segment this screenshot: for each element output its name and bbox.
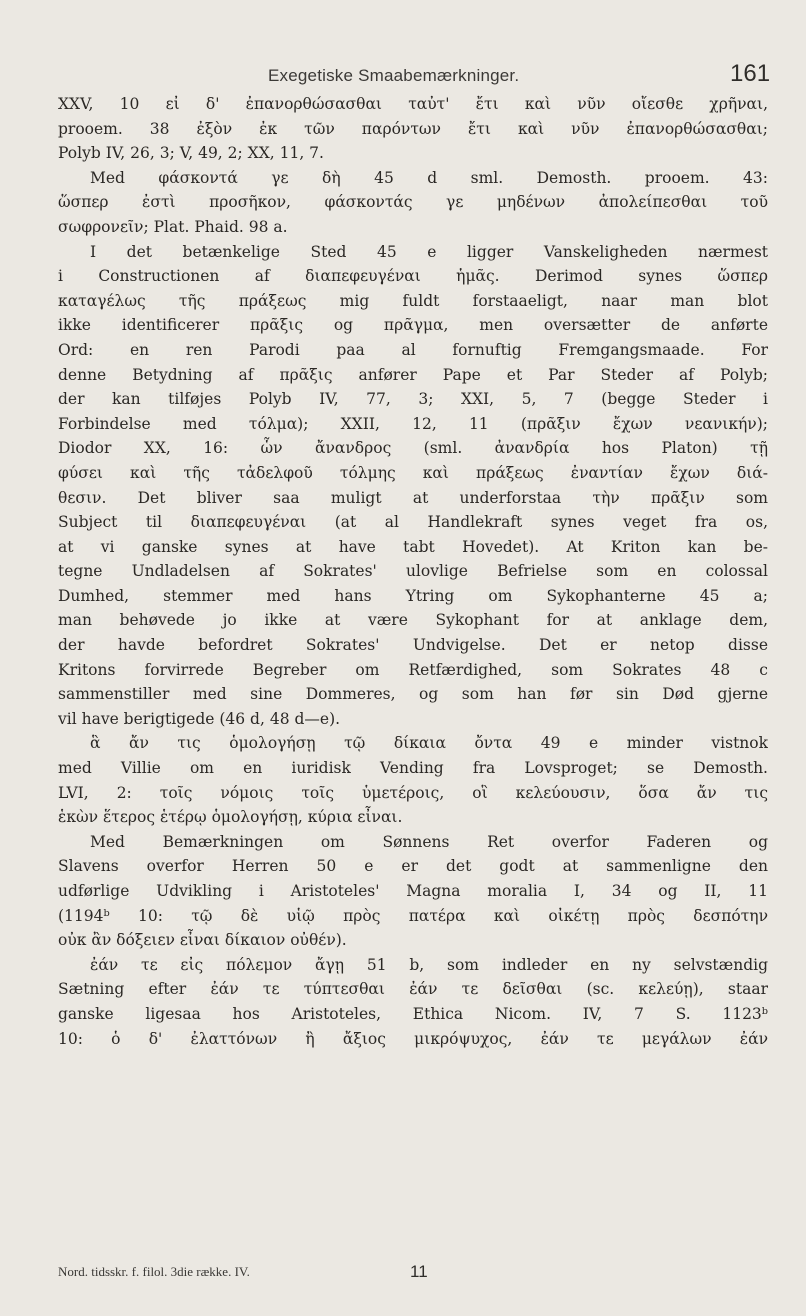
text-line: i Constructionen af διαπεφευγέναι ἡμᾶς. Derimod synes ὥσπερ	[58, 267, 768, 286]
text-line: ἑκὼν ἕτερος ἑτέρῳ ὁμολογήσῃ, κύρια εἶναι.	[58, 808, 403, 827]
text-line: ὥσπερ ἐστὶ προσῆκον, φάσκοντάς γε μηδένων ἀπολείπεσθαι τοῦ	[58, 193, 768, 212]
text-line: Polyb IV, 26, 3; V, 49, 2; XX, 11, 7.	[58, 144, 324, 163]
text-line: Ord: en ren Parodi paa al fornuftig Fremgangsmaade. For	[58, 340, 768, 359]
text-line: denne Betydning af πρᾶξις anfører Pape et Par Steder af Polyb;	[58, 365, 768, 384]
text-line: Sætning efter ἐάν τε τύπτεσθαι ἐάν τε δεῖσθαι (sc. κελεύῃ), staar	[58, 980, 768, 999]
text-line: καταγέλως τῆς πράξεως mig fuldt forstaaeligt, naar man blot	[58, 291, 768, 310]
text-line: Kritons forvirrede Begreber om Retfærdighed, som Sokrates 48 c	[58, 660, 768, 679]
text-line: οὐκ ἂν δόξειεν εἶναι δίκαιον οὐθέν).	[58, 931, 347, 950]
running-title: Exegetiske Smaabemærkninger.	[268, 66, 520, 85]
text-line: θεσιν. Det bliver saa muligt at underforstaa τὴν πρᾶξιν som	[58, 488, 768, 507]
text-line: sammenstiller med sine Dommeres, og som han før sin Død gjerne	[58, 685, 768, 704]
text-line: ἃ ἄν τις ὁμολογήσῃ τῷ δίκαια ὄντα 49 e minder vistnok	[90, 734, 768, 753]
page-number: 161	[730, 60, 771, 87]
text-line: Slavens overfor Herren 50 e er det godt at sammenligne den	[58, 857, 768, 876]
text-line: Med φάσκοντά γε δὴ 45 d sml. Demosth. prooem. 43:	[90, 168, 768, 187]
text-line: prooem. 38 ἐξὸν ἐκ τῶν παρόντων ἔτι καὶ νῦν ἐπανορθώσασθαι;	[58, 119, 768, 138]
text-line: (1194ᵇ 10: τῷ δὲ υἱῷ πρὸς πατέρα καὶ οἰκέτῃ πρὸς δεσπότην	[58, 906, 768, 925]
text-line: tegne Undladelsen af Sokrates' ulovlige Befrielse som en colossal	[58, 562, 768, 581]
text-line: 10: ὁ δ' ἐλαττόνων ἢ ἄξιος μικρόψυχος, ἐάν τε μεγάλων ἐάν	[58, 1029, 768, 1048]
signature-mark: 11	[410, 1262, 428, 1281]
text-line: med Villie om en iuridisk Vending fra Lovsproget; se Demosth.	[58, 759, 768, 778]
text-line: ἐάν τε εἰς πόλεμον ἄγῃ 51 b, som indleder en ny selvstændig	[90, 955, 768, 974]
text-line: vil have berigtigede (46 d, 48 d—e).	[58, 709, 341, 728]
text-line: Med Bemærkningen om Sønnens Ret overfor Faderen og	[90, 832, 768, 851]
page-header	[0, 52, 806, 92]
text-line: der havde befordret Sokrates' Undvigelse. Det er netop disse	[58, 636, 768, 655]
journal-imprint: Nord. tidsskr. f. filol. 3die række. IV.	[58, 1264, 250, 1279]
text-line: XXV, 10 εἰ δ' ἐπανορθώσασθαι ταὐτ' ἔτι καὶ νῦν οἴεσθε χρῆναι,	[58, 95, 768, 113]
text-line: ikke identificerer πρᾶξις og πρᾶγμα, men oversætter de anførte	[58, 316, 768, 335]
body-text	[58, 92, 768, 1051]
text-line: Diodor XX, 16: ὧν ἄνανδρος (sml. ἀνανδρία hos Platon) τῇ	[58, 439, 768, 458]
text-line: at vi ganske synes at have tabt Hovedet). At Kriton kan be-	[58, 537, 768, 556]
text-line: Forbindelse med τόλμα); XXII, 12, 11 (πρᾶξιν ἔχων νεανικήν);	[58, 414, 768, 433]
text-line: man behøvede jo ikke at være Sykophant for at anklage dem,	[58, 611, 768, 630]
text-line: Dumhed, stemmer med hans Ytring om Sykophanterne 45 a;	[58, 586, 768, 605]
text-line: udførlige Udvikling i Aristoteles' Magna moralia I, 34 og II, 11	[58, 882, 768, 900]
text-line: Subject til διαπεφευγέναι (at al Handlekraft synes veget fra os,	[58, 513, 768, 532]
text-line: der kan tilføjes Polyb IV, 77, 3; XXI, 5, 7 (begge Steder i	[58, 390, 768, 409]
text-line: φύσει καὶ τῆς τἀδελφοῦ τόλμης καὶ πράξεως ἐναντίαν ἔχων διά-	[58, 463, 768, 482]
page-footer	[58, 1262, 768, 1286]
text-line: σωφρονεῖν; Plat. Phaid. 98 a.	[58, 217, 288, 236]
text-line: ganske ligesaa hos Aristoteles, Ethica Nicom. IV, 7 S. 1123ᵇ	[58, 1004, 768, 1023]
text-line: I det betænkelige Sted 45 e ligger Vanskeligheden nærmest	[90, 242, 768, 261]
text-line: LVI, 2: τοῖς νόμοις τοῖς ὑμετέροις, οἳ κελεύουσιν, ὅσα ἄν τις	[58, 783, 768, 802]
